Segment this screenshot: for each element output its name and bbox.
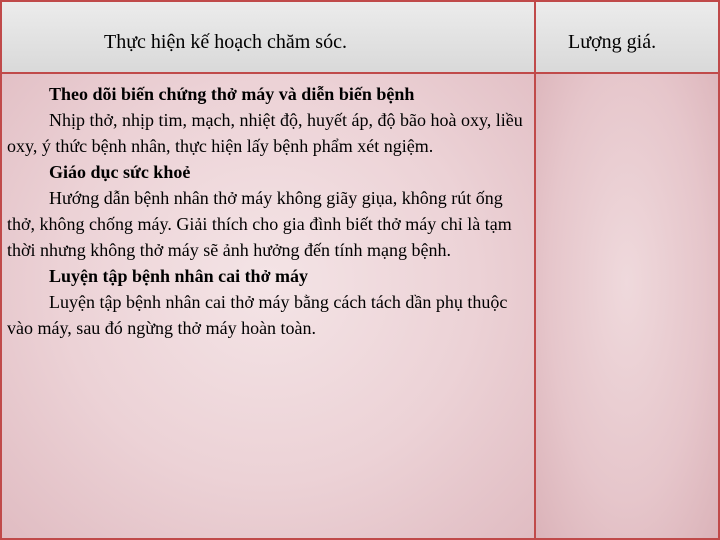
header-evaluation-title: Lượng giá. xyxy=(568,31,657,53)
section-text-health-education: Hướng dẫn bệnh nhân thở máy không giãy giụa, không rút ống thở, không chống máy. Giải thích cho gia đình biết thở máy chỉ là tạm thời nhưng không thở máy sẽ ảnh hưởng đến tính mạng bệnh. xyxy=(7,188,512,260)
section-heading-health-education: Giáo dục sức khoẻ xyxy=(49,162,191,182)
section-heading-monitoring: Theo dõi biến chứng thở máy và diễn biến bệnh xyxy=(49,84,415,104)
section-text-weaning: Luyện tập bệnh nhân cai thở máy bằng cách tách dần phụ thuộc vào máy, sau đó ngừng thở máy hoàn toàn. xyxy=(7,292,508,338)
section-text-monitoring: Nhịp thở, nhịp tim, mạch, nhiệt độ, huyết áp, độ bão hoà oxy, liều oxy, ý thức bệnh nhân, thực hiện lấy bệnh phẩm xét ngiệm. xyxy=(7,110,523,156)
header-cell-implementation xyxy=(0,0,536,74)
header-cell-evaluation xyxy=(534,0,720,74)
section-heading-weaning: Luyện tập bệnh nhân cai thở máy xyxy=(49,266,309,286)
implementation-content-cell xyxy=(0,72,536,540)
implementation-content xyxy=(7,81,529,341)
evaluation-content-cell xyxy=(534,72,720,540)
header-implementation-title: Thực hiện kế hoạch chăm sóc. xyxy=(104,31,347,53)
